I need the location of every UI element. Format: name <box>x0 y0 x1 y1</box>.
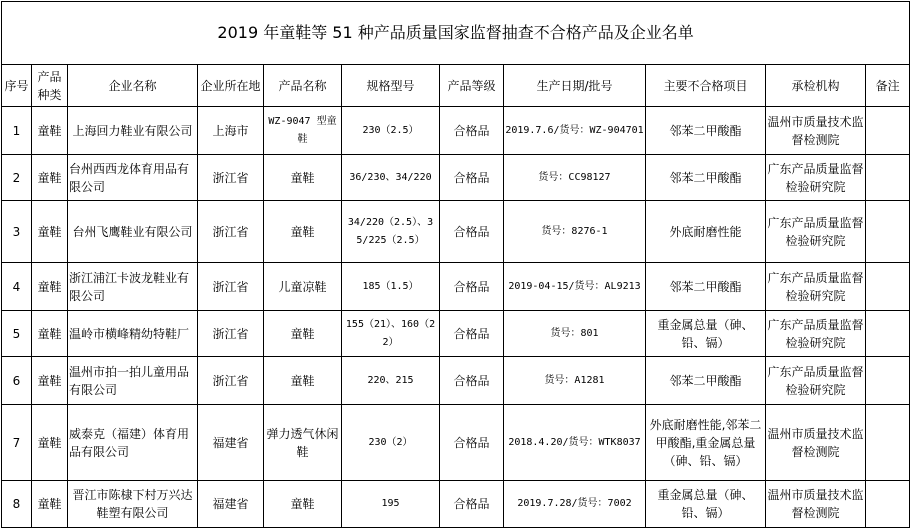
cell-category: 童鞋 <box>32 263 68 311</box>
table-row <box>2 405 910 481</box>
cell-spec: 36/230、34/220 <box>342 155 440 201</box>
cell-note <box>866 201 910 263</box>
cell-batch: 货号：A1281 <box>504 357 646 405</box>
table-row <box>2 481 910 528</box>
cell-no: 7 <box>2 405 32 481</box>
cell-product: WZ-9047 型童鞋 <box>264 107 342 155</box>
header-cell: 产品种类 <box>32 65 68 107</box>
cell-category: 童鞋 <box>32 107 68 155</box>
cell-no: 6 <box>2 357 32 405</box>
table-row <box>2 155 910 201</box>
cell-agency: 温州市质量技术监督检测院 <box>766 405 866 481</box>
cell-company: 温州市拍一拍儿童用品有限公司 <box>68 357 198 405</box>
cell-grade: 合格品 <box>440 311 504 357</box>
cell-agency: 温州市质量技术监督检测院 <box>766 107 866 155</box>
header-cell: 序号 <box>2 65 32 107</box>
cell-defect: 外底耐磨性能 <box>646 201 766 263</box>
cell-note <box>866 107 910 155</box>
header-cell: 主要不合格项目 <box>646 65 766 107</box>
table-row <box>2 201 910 263</box>
cell-company: 温岭市横峰精幼特鞋厂 <box>68 311 198 357</box>
cell-agency: 广东产品质量监督检验研究院 <box>766 155 866 201</box>
cell-spec: 220、215 <box>342 357 440 405</box>
cell-batch: 2019.7.28/货号：7002 <box>504 481 646 528</box>
cell-no: 1 <box>2 107 32 155</box>
cell-defect: 外底耐磨性能,邻苯二甲酸酯,重金属总量（砷、铅、镉） <box>646 405 766 481</box>
header-cell: 企业所在地 <box>198 65 264 107</box>
cell-defect: 邻苯二甲酸酯 <box>646 357 766 405</box>
header-row <box>2 65 910 107</box>
cell-batch: 2019-04-15/货号：AL9213 <box>504 263 646 311</box>
cell-defect: 重金属总量（砷、铅、镉） <box>646 311 766 357</box>
cell-batch: 货号：8276-1 <box>504 201 646 263</box>
cell-company: 浙江浦江卡波龙鞋业有限公司 <box>68 263 198 311</box>
cell-location: 浙江省 <box>198 311 264 357</box>
cell-location: 浙江省 <box>198 357 264 405</box>
cell-product: 童鞋 <box>264 357 342 405</box>
header-cell: 企业名称 <box>68 65 198 107</box>
cell-grade: 合格品 <box>440 263 504 311</box>
cell-spec: 185（1.5） <box>342 263 440 311</box>
cell-note <box>866 311 910 357</box>
header-cell: 生产日期/批号 <box>504 65 646 107</box>
cell-agency: 温州市质量技术监督检测院 <box>766 481 866 528</box>
cell-product: 童鞋 <box>264 481 342 528</box>
cell-location: 浙江省 <box>198 155 264 201</box>
cell-defect: 邻苯二甲酸酯 <box>646 155 766 201</box>
cell-category: 童鞋 <box>32 201 68 263</box>
cell-defect: 邻苯二甲酸酯 <box>646 263 766 311</box>
cell-spec: 155（21）、160（22） <box>342 311 440 357</box>
cell-agency: 广东产品质量监督检验研究院 <box>766 357 866 405</box>
cell-batch: 2018.4.20/货号：WTK8037 <box>504 405 646 481</box>
header-cell: 承检机构 <box>766 65 866 107</box>
cell-batch: 2019.7.6/货号：WZ-904701 <box>504 107 646 155</box>
header-cell: 规格型号 <box>342 65 440 107</box>
table-row <box>2 311 910 357</box>
cell-agency: 广东产品质量监督检验研究院 <box>766 263 866 311</box>
cell-no: 2 <box>2 155 32 201</box>
cell-location: 浙江省 <box>198 201 264 263</box>
cell-no: 5 <box>2 311 32 357</box>
cell-company: 台州西西龙体育用品有限公司 <box>68 155 198 201</box>
unqualified-products-table <box>1 1 910 528</box>
cell-spec: 195 <box>342 481 440 528</box>
cell-no: 3 <box>2 201 32 263</box>
cell-location: 上海市 <box>198 107 264 155</box>
cell-defect: 邻苯二甲酸酯 <box>646 107 766 155</box>
cell-company: 威泰克（福建）体育用品有限公司 <box>68 405 198 481</box>
cell-company: 台州飞鹰鞋业有限公司 <box>68 201 198 263</box>
table-row <box>2 357 910 405</box>
cell-batch: 货号：CC98127 <box>504 155 646 201</box>
cell-spec: 230（2.5） <box>342 107 440 155</box>
title-row <box>2 2 910 65</box>
cell-company: 上海回力鞋业有限公司 <box>68 107 198 155</box>
cell-grade: 合格品 <box>440 107 504 155</box>
cell-category: 童鞋 <box>32 481 68 528</box>
cell-grade: 合格品 <box>440 201 504 263</box>
cell-note <box>866 481 910 528</box>
cell-grade: 合格品 <box>440 155 504 201</box>
header-cell: 产品名称 <box>264 65 342 107</box>
table-row <box>2 107 910 155</box>
cell-grade: 合格品 <box>440 357 504 405</box>
cell-product: 儿童凉鞋 <box>264 263 342 311</box>
cell-company: 晋江市陈棣下村万兴达鞋塑有限公司 <box>68 481 198 528</box>
cell-location: 福建省 <box>198 405 264 481</box>
cell-agency: 广东产品质量监督检验研究院 <box>766 311 866 357</box>
cell-note <box>866 405 910 481</box>
table-row <box>2 263 910 311</box>
cell-category: 童鞋 <box>32 155 68 201</box>
cell-spec: 34/220（2.5）、35/225（2.5） <box>342 201 440 263</box>
cell-spec: 230（2） <box>342 405 440 481</box>
cell-location: 浙江省 <box>198 263 264 311</box>
cell-note <box>866 357 910 405</box>
cell-no: 8 <box>2 481 32 528</box>
cell-batch: 货号：801 <box>504 311 646 357</box>
cell-product: 弹力透气休闲鞋 <box>264 405 342 481</box>
cell-product: 童鞋 <box>264 155 342 201</box>
cell-agency: 广东产品质量监督检验研究院 <box>766 201 866 263</box>
cell-category: 童鞋 <box>32 357 68 405</box>
document-sheet <box>1 1 909 527</box>
header-cell: 备注 <box>866 65 910 107</box>
cell-location: 福建省 <box>198 481 264 528</box>
cell-category: 童鞋 <box>32 311 68 357</box>
cell-category: 童鞋 <box>32 405 68 481</box>
cell-note <box>866 263 910 311</box>
page-title: 2019 年童鞋等 51 种产品质量国家监督抽查不合格产品及企业名单 <box>2 2 910 65</box>
cell-no: 4 <box>2 263 32 311</box>
cell-grade: 合格品 <box>440 481 504 528</box>
cell-product: 童鞋 <box>264 201 342 263</box>
cell-note <box>866 155 910 201</box>
cell-defect: 重金属总量（砷、铅、镉） <box>646 481 766 528</box>
cell-grade: 合格品 <box>440 405 504 481</box>
header-cell: 产品等级 <box>440 65 504 107</box>
cell-product: 童鞋 <box>264 311 342 357</box>
